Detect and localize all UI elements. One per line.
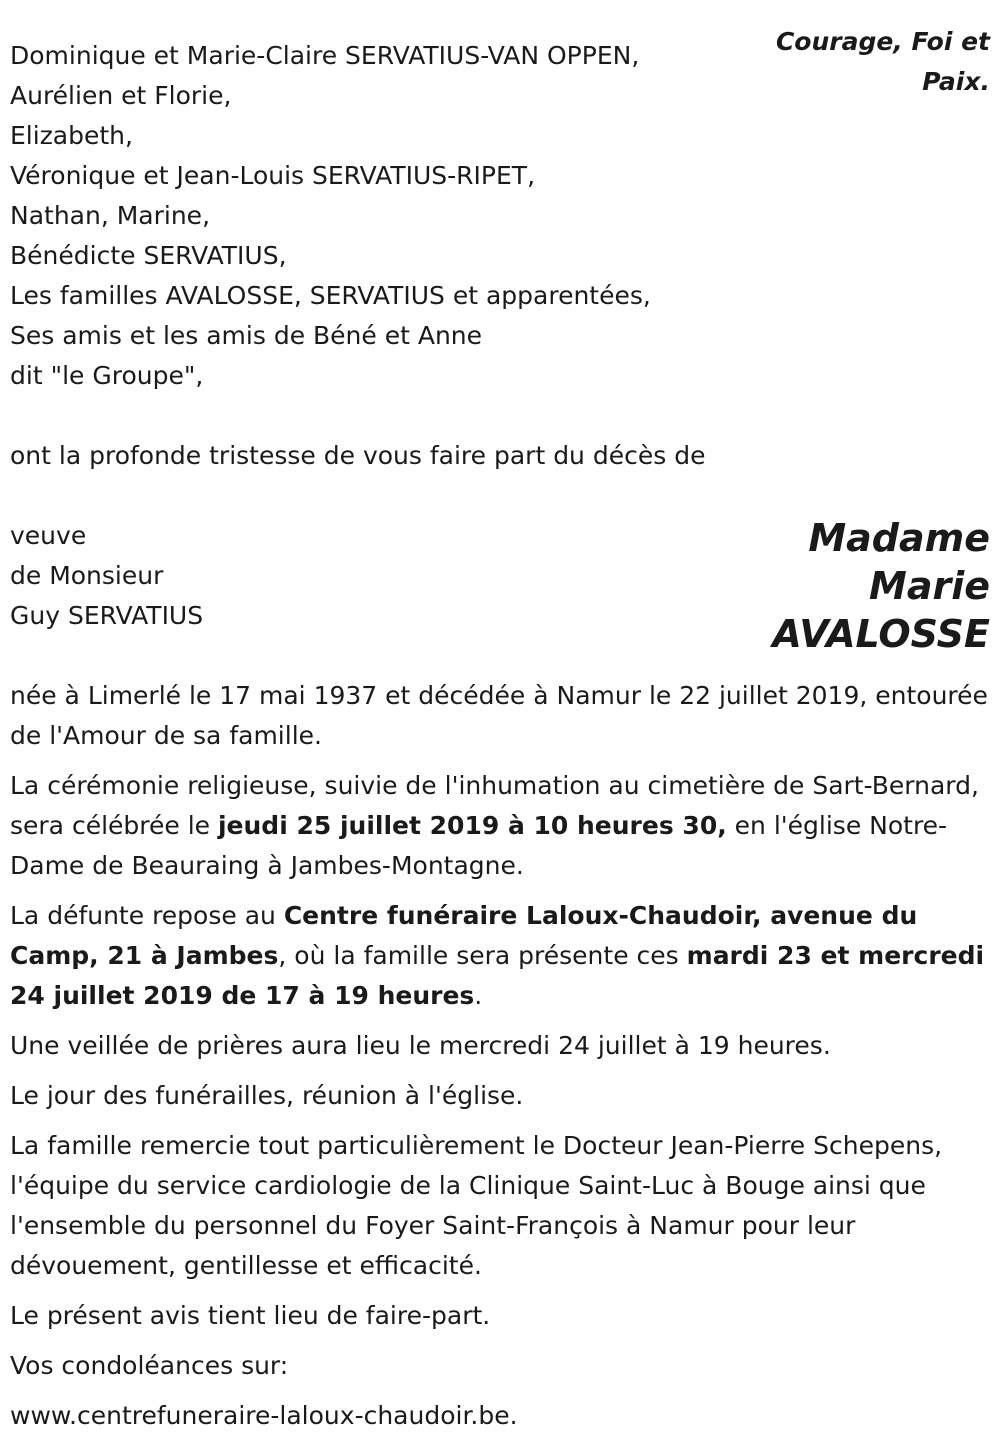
family-line: Ses amis et les amis de Béné et Anne [10, 321, 483, 350]
birth-death-paragraph: née à Limerlé le 17 mai 1937 et décédée à Namur le 22 juillet 2019, entourée de l'Amour de sa famille. [10, 681, 988, 750]
deceased-last-name: AVALOSSE [772, 612, 990, 656]
deceased-name [772, 514, 990, 658]
widow-line-1: veuve [10, 521, 87, 550]
thanks-paragraph: La famille remercie tout particulièrement le Docteur Jean-Pierre Schepens, l'équipe du service cardiologie de la Clinique Saint-Luc à Bouge ainsi que l'ensemble du personnel du Foyer Saint-François à Namur pour leur dévouement, gentillesse et efficacité. [10, 1131, 943, 1280]
vigil-paragraph: Une veillée de prières aura lieu le mercredi 24 juillet à 19 heures. [10, 1031, 831, 1060]
widow-line-3: Guy SERVATIUS [10, 601, 204, 630]
motto-line-1: Courage, Foi et [775, 27, 990, 56]
viewing-paragraph [10, 896, 995, 1016]
family-line: Véronique et Jean-Louis SERVATIUS-RIPET, [10, 161, 536, 190]
family-line: Elizabeth, [10, 121, 133, 150]
family-line: Nathan, Marine, [10, 201, 211, 230]
family-line: Bénédicte SERVATIUS, [10, 241, 287, 270]
motto-line-2: Paix. [922, 67, 990, 96]
ceremony-text-after: en l'église Notre-Dame de Beauraing à Jambes-Montagne. [10, 811, 948, 880]
ceremony-text-before: La cérémonie religieuse, suivie de l'inhumation au cimetière de Sart-Bernard, sera célébrée le [10, 771, 979, 840]
family-list [10, 36, 770, 396]
notice-paragraph: Le présent avis tient lieu de faire-part. [10, 1301, 491, 1330]
viewing-text-middle: , où la famille sera présente ces [278, 941, 687, 970]
condolences-label: Vos condoléances sur: [10, 1351, 289, 1380]
viewing-place: Centre funéraire Laloux-Chaudoir, avenue du Camp, 21 à Jambes [10, 901, 918, 970]
viewing-dates: mardi 23 et mercredi 24 juillet 2019 de 17 à 19 heures [10, 941, 985, 1010]
family-line: Aurélien et Florie, [10, 81, 232, 110]
widow-line-2: de Monsieur [10, 561, 164, 590]
viewing-text-after: . [474, 981, 483, 1010]
notice-body [10, 676, 995, 1446]
ceremony-date: jeudi 25 juillet 2019 à 10 heures 30, [217, 811, 727, 840]
announcement: ont la profonde tristesse de vous faire part du décès de [10, 441, 706, 470]
deceased-first-name: Marie [869, 564, 990, 608]
ceremony-paragraph [10, 766, 995, 886]
condolences-link[interactable]: www.centrefuneraire-laloux-chaudoir.be. [10, 1401, 518, 1430]
funeral-day-paragraph: Le jour des funérailles, réunion à l'église. [10, 1081, 524, 1110]
viewing-text-before: La défunte repose au [10, 901, 284, 930]
family-line: Les familles AVALOSSE, SERVATIUS et apparentées, [10, 281, 651, 310]
family-line: Dominique et Marie-Claire SERVATIUS-VAN OPPEN, [10, 41, 640, 70]
family-line: dit "le Groupe", [10, 361, 204, 390]
widow-of [10, 516, 203, 636]
deceased-title: Madame [808, 516, 990, 560]
motto [770, 22, 990, 102]
